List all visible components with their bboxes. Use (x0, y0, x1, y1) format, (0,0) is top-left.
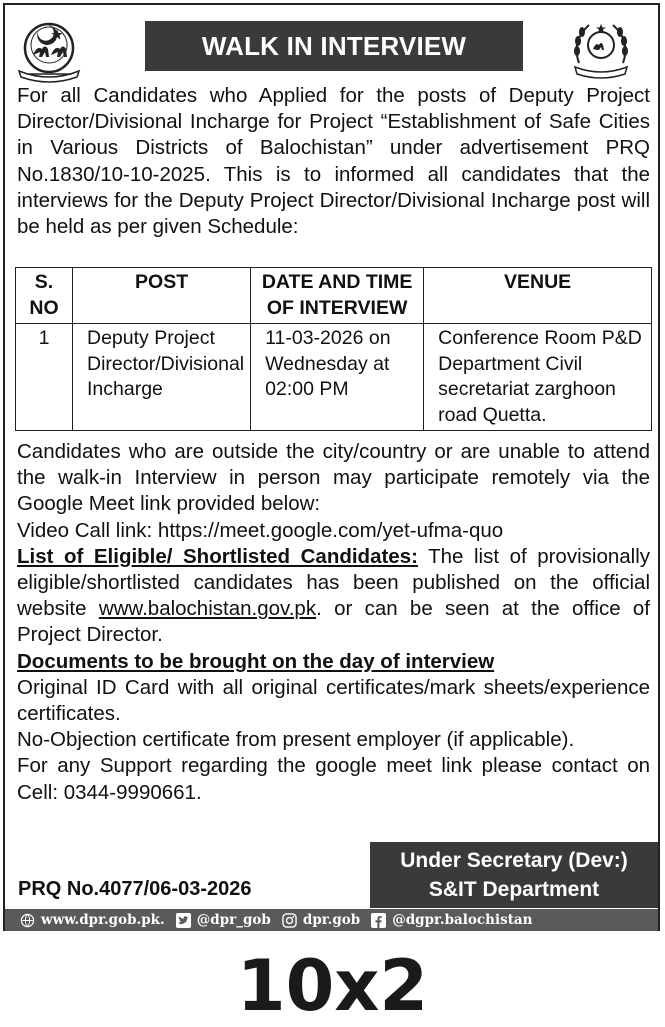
document-item: Original ID Card with all original certificates/mark sheets/experience certificates. (17, 675, 650, 726)
body-section (17, 439, 650, 806)
column-header-sno: S. NO (16, 268, 73, 324)
title-banner (145, 21, 523, 71)
page-title: WALK IN INTERVIEW (201, 30, 467, 61)
documents-heading: Documents to be brought on the day of interview (17, 649, 495, 673)
document-item: No-Objection certificate from present employer (if applicable). (17, 728, 575, 752)
footer-web[interactable] (19, 912, 165, 928)
signature-box (370, 842, 658, 908)
footer-facebook-text: @dgpr.balochistan (392, 912, 533, 928)
video-call-link[interactable]: Video Call link: https://meet.google.com/yet-ufma-quo (17, 518, 504, 542)
cell-post: Deputy Project Director/Divisional Incharge (73, 324, 251, 431)
table-row (16, 324, 652, 431)
shortlist-heading: List of Eligible/ Shortlisted Candidates: (17, 544, 418, 568)
column-header-date-time: DATE AND TIME OF INTERVIEW (251, 268, 424, 324)
footer-bar (5, 909, 658, 931)
footer-facebook[interactable] (370, 912, 532, 928)
twitter-icon (175, 913, 192, 928)
column-header-venue: VENUE (424, 268, 652, 324)
support-paragraph: For any Support regarding the google meet link please contact on Cell: 0344-9990661. (17, 754, 650, 804)
signature-department: S&IT Department (428, 878, 600, 901)
advertisement-frame (3, 3, 660, 931)
column-header-post: POST (73, 268, 251, 324)
footer-twitter[interactable] (175, 912, 271, 928)
globe-icon (19, 913, 36, 928)
footer-instagram-text: dpr.gob (302, 912, 361, 928)
cell-date-time: 11-03-2026 on Wednesday at 02:00 PM (251, 324, 424, 431)
cell-sno: 1 (16, 324, 73, 431)
prq-number: PRQ No.4077/06-03-2026 (18, 878, 252, 900)
schedule-table (15, 267, 652, 431)
footer-instagram[interactable] (281, 912, 360, 928)
shortlist-text-end: . or can be seen at the office of Project Director. (17, 597, 650, 647)
remote-paragraph: Candidates who are outside the city/country or are unable to attend the walk-in Interview in person may participate remotely via the Google Meet link provided below: (17, 440, 650, 516)
shortlist-paragraph (17, 544, 650, 649)
footer-web-text: www.dpr.gob.pk. (41, 912, 165, 928)
footer-twitter-text: @dpr_gob (196, 912, 271, 928)
shortlist-text: The list of provisionally eligible/shortlisted candidates has been published on the official website (17, 544, 650, 621)
instagram-icon (281, 913, 298, 928)
balochistan-emblem-icon (13, 15, 85, 87)
table-header-row (16, 268, 652, 324)
government-crest-icon (565, 15, 637, 87)
signature-title: Under Secretary (Dev:) (400, 849, 628, 872)
facebook-icon (370, 913, 387, 928)
website-link[interactable]: www.balochistan.gov.pk (98, 597, 317, 621)
ad-size-label: 10x2 (236, 945, 429, 1027)
intro-paragraph: For all Candidates who Applied for the posts of Deputy Project Director/Divisional Incharge for Project “Establishment of Safe Cities in Various Districts of Balochistan” under advertisement PRQ No.1830/10-10-2025. This is to informed all candidates that the interviews for the Deputy Project Director/Divisional Incharge post will be held as per given Schedule: (17, 84, 650, 239)
cell-venue: Conference Room P&D Department Civil secretariat zarghoon road Quetta. (424, 324, 652, 431)
